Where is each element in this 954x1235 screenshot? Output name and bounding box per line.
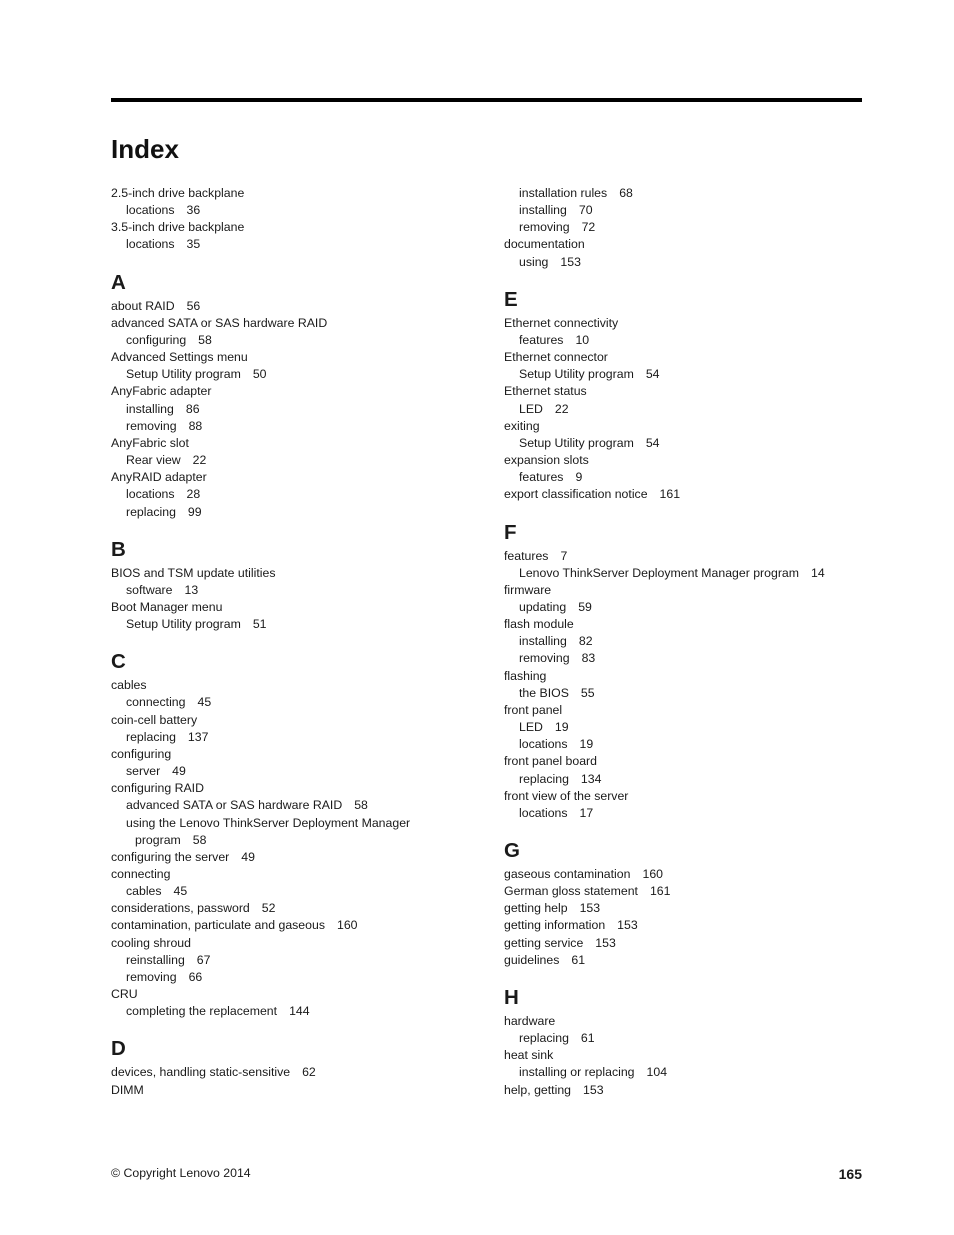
index-term: connecting [111,867,171,881]
index-subentry [111,366,491,383]
index-subentry [504,685,884,702]
index-term: AnyRAID adapter [111,470,207,485]
index-term: flashing [504,668,547,683]
index-entry [111,219,491,236]
index-term: Setup Utility program [519,435,634,450]
index-subentry [504,401,884,418]
page-reference: 28 [186,487,201,502]
index-letter-heading: F [504,520,517,544]
index-term: locations [519,737,568,752]
index-term: Lenovo ThinkServer Deployment Manager program [519,565,800,580]
index-entry [504,548,884,565]
index-term: getting information [504,918,606,933]
page-reference: 49 [172,764,186,779]
index-entry [111,349,491,366]
index-term: configuring the server [111,849,230,864]
page-reference: 104 [646,1065,668,1080]
index-entry [504,866,884,883]
index-term: replacing [519,771,569,786]
index-entry [111,866,491,883]
index-term: considerations, password [111,901,250,916]
page-reference: 9 [575,470,583,485]
index-entry [504,418,884,435]
index-subentry [504,435,884,452]
index-letter-heading: D [111,1037,126,1061]
index-entry [504,616,884,633]
index-term: updating [519,599,567,614]
index-subentry [504,332,884,349]
page-reference: 134 [580,771,602,786]
index-term: replacing [519,1031,569,1046]
index-subentry [111,969,491,986]
index-subentry [111,202,491,219]
index-subentry [111,418,491,435]
index-term: replacing [126,729,176,744]
index-term: installing [519,203,567,218]
index-subentry [111,401,491,418]
index-term: reinstalling [126,952,185,967]
page-reference: 88 [188,418,203,433]
index-subentry [111,797,491,814]
index-subentry [504,1064,884,1081]
page-title: Index [111,134,179,164]
index-term: configuring RAID [111,781,204,796]
index-term: hardware [504,1013,556,1028]
page-reference: 22 [554,401,569,416]
page-reference: 153 [583,1082,604,1097]
index-term: locations [126,203,175,218]
page-reference: 45 [173,884,188,899]
index-term: Ethernet status [504,384,587,399]
index-entry [504,1013,884,1030]
index-subentry [111,815,491,832]
index-entry [111,712,491,729]
index-subentry [504,650,884,667]
index-term: server [126,764,161,779]
index-entry [504,349,884,366]
page-reference: 58 [198,332,212,347]
index-term: connecting [126,695,186,710]
index-subentry [504,1030,884,1047]
index-term: help, getting [504,1082,572,1097]
index-term: using the Lenovo ThinkServer Deployment Manager [126,815,411,830]
index-term: devices, handling static-sensitive [111,1065,291,1080]
index-subentry [504,366,884,383]
index-subentry [111,486,491,503]
index-term: locations [126,487,175,502]
index-entry [111,849,491,866]
index-term: Setup Utility program [519,367,634,382]
index-entry [504,315,884,332]
index-term: cooling shroud [111,935,191,950]
page-reference: 153 [617,918,638,933]
index-term: removing [519,220,570,235]
index-term: removing [126,418,177,433]
page-reference: 10 [575,332,590,347]
page-reference: 50 [252,367,267,382]
index-term: gaseous contamination [504,867,631,881]
index-term: Boot Manager menu [111,599,223,614]
page-reference: 22 [192,453,207,468]
index-term: locations [519,805,568,820]
page-reference: 153 [595,935,616,950]
index-term: configuring [126,332,187,347]
index-subentry [111,616,491,633]
page-reference: 99 [187,504,202,519]
page-number: 165 [838,1166,862,1182]
index-term: locations [126,237,175,252]
page-reference: 17 [579,805,594,820]
page-reference: 19 [579,737,594,752]
page-reference: 58 [354,798,368,813]
index-term: DIMM [111,1082,144,1097]
index-term: program [135,832,181,847]
index-entry [504,702,884,719]
index-letter-heading: C [111,650,126,674]
index-term: heat sink [504,1048,554,1063]
index-term: removing [519,651,570,666]
index-subentry [111,883,491,900]
index-term: Rear view [126,453,181,468]
page-reference: 83 [581,651,596,666]
index-entry [504,1082,884,1099]
index-subentry [504,254,884,271]
index-term: guidelines [504,952,560,967]
index-subentry [111,236,491,253]
index-entry [504,883,884,900]
index-term: export classification notice [504,487,648,502]
index-term: CRU [111,987,138,1002]
index-subentry [111,504,491,521]
index-entry [504,1047,884,1064]
index-term: AnyFabric slot [111,435,189,450]
index-term: completing the replacement [126,1004,278,1019]
index-subentry [111,332,491,349]
page-reference: 160 [336,918,358,933]
index-entry [504,900,884,917]
index-term: flash module [504,617,574,632]
index-term: Setup Utility program [126,367,241,382]
page-reference: 7 [560,548,568,563]
index-term: getting help [504,901,568,916]
index-term: LED [519,720,543,735]
page-reference: 161 [659,487,681,502]
index-term: firmware [504,582,552,597]
page-reference: 14 [811,565,825,580]
index-entry [504,668,884,685]
index-entry [504,935,884,952]
index-term: using [519,254,549,269]
index-term: features [519,470,564,485]
index-subentry [504,185,884,202]
copyright-notice: © Copyright Lenovo 2014 [111,1166,251,1180]
page-reference: 56 [186,298,201,313]
page-reference: 72 [581,220,596,235]
index-subentry [504,805,884,822]
page-reference: 13 [184,582,199,597]
index-subentry [504,736,884,753]
index-term: German gloss statement [504,884,638,899]
index-subentry [111,952,491,969]
index-term: AnyFabric adapter [111,384,212,399]
index-entry [111,599,491,616]
index-subentry [111,763,491,780]
index-term: getting service [504,935,584,950]
index-term: installing [126,401,174,416]
index-letter-heading: E [504,287,518,311]
index-subentry [111,694,491,711]
index-subentry [111,452,491,469]
index-entry [111,383,491,400]
page-reference: 51 [252,617,267,632]
page-reference: 55 [580,685,595,700]
index-entry [111,1082,491,1099]
index-term: features [519,332,564,347]
index-entry [504,952,884,969]
index-entry [504,753,884,770]
index-term: contamination, particulate and gaseous [111,918,325,933]
index-entry [111,185,491,202]
page-reference: 82 [578,634,593,649]
index-subentry [504,771,884,788]
index-subentry [504,719,884,736]
index-letter-heading: B [111,537,126,561]
page-reference: 59 [578,599,592,614]
index-column-left [111,185,491,1099]
index-term: advanced SATA or SAS hardware RAID [111,315,328,330]
page-reference: 54 [645,435,660,450]
page-reference: 137 [187,729,209,744]
page-reference: 61 [580,1031,595,1046]
index-term: advanced SATA or SAS hardware RAID [126,798,343,813]
index-entry [504,236,884,253]
index-entry [504,582,884,599]
index-term: front panel [504,702,563,717]
index-term: removing [126,969,177,984]
index-term: software [126,582,173,597]
index-term: installing or replacing [519,1065,635,1080]
page-reference: 61 [571,952,586,967]
index-letter-heading: G [504,839,520,862]
header-rule [111,98,862,102]
page-reference: 52 [261,901,276,916]
index-column-right [504,185,884,1099]
index-term: LED [519,401,543,416]
index-entry [111,917,491,934]
index-entry [111,435,491,452]
page-reference: 49 [241,849,255,864]
index-entry [504,788,884,805]
index-entry [111,469,491,486]
page-reference: 54 [645,367,660,382]
index-letter-heading: A [111,270,126,294]
index-entry [504,452,884,469]
index-letter-heading: H [504,985,519,1009]
index-entry [111,1064,491,1081]
index-entry [111,298,491,315]
index-subentry [504,565,884,582]
page-reference: 153 [560,254,581,269]
index-term: exiting [504,418,540,433]
index-term: cables [126,884,162,899]
index-term: expansion slots [504,453,589,468]
index-entry [504,383,884,400]
index-entry [111,315,491,332]
index-subentry [111,582,491,599]
index-entry [111,565,491,582]
page-reference: 66 [188,969,203,984]
index-entry [504,917,884,934]
index-term: configuring [111,746,172,761]
index-term: front view of the server [504,788,629,803]
index-term: front panel board [504,754,597,769]
page-reference: 86 [185,401,200,416]
index-subentry [111,832,491,849]
page-reference: 160 [642,867,664,881]
index-term: features [504,548,549,563]
page-reference: 70 [578,203,593,218]
page-reference: 67 [196,952,211,967]
index-term: BIOS and TSM update utilities [111,565,276,580]
page-reference: 153 [579,901,601,916]
index-entry [111,677,491,694]
index-subentry [111,729,491,746]
index-entry [111,935,491,952]
index-entry [111,900,491,917]
index-term: installing [519,634,567,649]
page-reference: 161 [649,884,671,899]
page-reference: 68 [619,186,633,200]
index-term: the BIOS [519,685,569,700]
index-subentry [111,1003,491,1020]
index-term: cables [111,678,147,693]
index-term: Ethernet connectivity [504,315,619,330]
index-subentry [504,599,884,616]
index-term: Ethernet connector [504,350,608,365]
index-term: Setup Utility program [126,617,241,632]
page-reference: 35 [186,237,201,252]
index-term: installation rules [519,186,608,200]
page-reference: 144 [289,1004,310,1019]
index-entry [504,486,884,503]
page-reference: 45 [197,695,212,710]
index-term: 3.5-inch drive backplane [111,220,245,235]
index-entry [111,746,491,763]
index-term: coin-cell battery [111,712,198,727]
page-reference: 58 [192,832,207,847]
index-term: Advanced Settings menu [111,350,248,365]
index-term: about RAID [111,298,175,313]
index-subentry [504,469,884,486]
index-term: replacing [126,504,176,519]
index-subentry [504,202,884,219]
index-subentry [504,633,884,650]
index-term: documentation [504,237,585,252]
index-term: 2.5-inch drive backplane [111,186,245,200]
index-entry [111,780,491,797]
index-subentry [504,219,884,236]
page-reference: 36 [186,203,201,218]
page-reference: 19 [554,720,569,735]
index-entry [111,986,491,1003]
page-reference: 62 [302,1065,316,1080]
